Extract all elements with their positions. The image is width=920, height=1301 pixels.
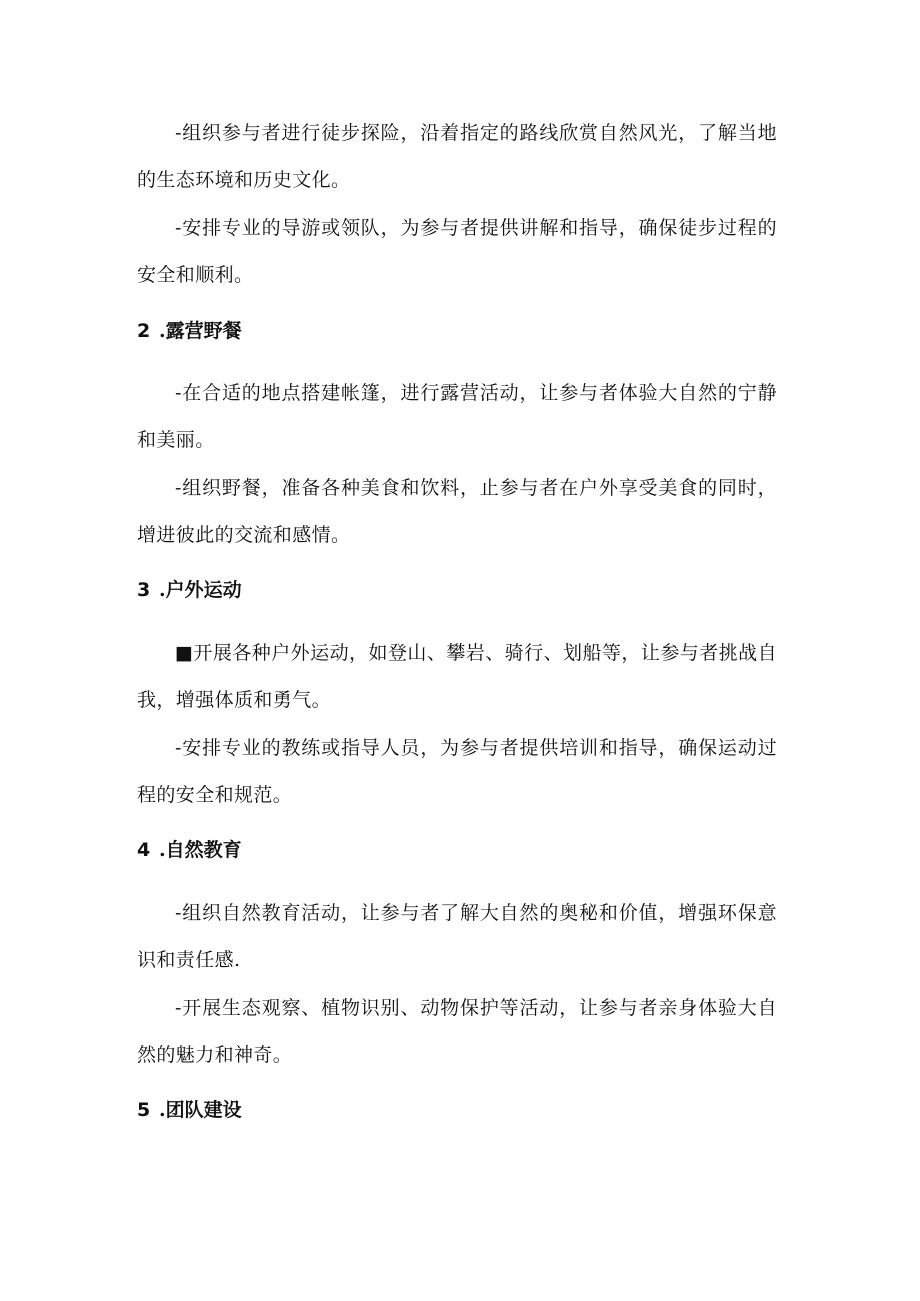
section-heading-team-building [137,1095,242,1125]
paragraph-sports-activities: ■开展各种户外运动，如登山、攀岩、骑行、划船等，让参与者挑战自我，增强体质和勇气。 [137,642,777,711]
section-title: .户外运动 [159,579,242,601]
section-number: 3 [137,579,151,601]
paragraph-eco-observation: -开展生态观察、植物识别、动物保护等活动，让参与者亲身体验大自然的魅力和神奇。 [137,997,777,1066]
paragraph-picnic: -组织野餐，准备各种美食和饮料，止参与者在户外享受美食的同时，增进彼此的交流和感情。 [137,477,777,546]
section-number: 5 [137,1099,151,1121]
section-title: .团队建设 [159,1099,242,1121]
section-heading-nature-education [137,835,242,865]
section-heading-outdoor-sports [137,575,242,605]
section-heading-camping [137,316,242,346]
paragraph-sports-coach: -安排专业的教练或指导人员，为参与者提供培训和指导，确保运动过程的安全和规范。 [137,737,777,806]
paragraph-camping: -在合适的地点搭建帐篷，进行露营活动，让参与者体验大自然的宁静和美丽。 [137,382,777,451]
paragraph-hiking-guide: -安排专业的导游或领队，为参与者提供讲解和指导，确保徒步过程的安全和顺利。 [137,217,777,286]
section-title: .露营野餐 [159,320,242,342]
paragraph-hiking-route: -组织参与者进行徒步探险，沿着指定的路线欣赏自然风光，了解当地的生态环境和历史文化。 [137,122,777,191]
section-title: .自然教育 [159,839,242,861]
section-number: 4 [137,839,151,861]
section-number: 2 [137,320,151,342]
paragraph-nature-education: -组织自然教育活动，让参与者了解大自然的奥秘和价值，增强环保意识和责任感. [137,902,777,971]
